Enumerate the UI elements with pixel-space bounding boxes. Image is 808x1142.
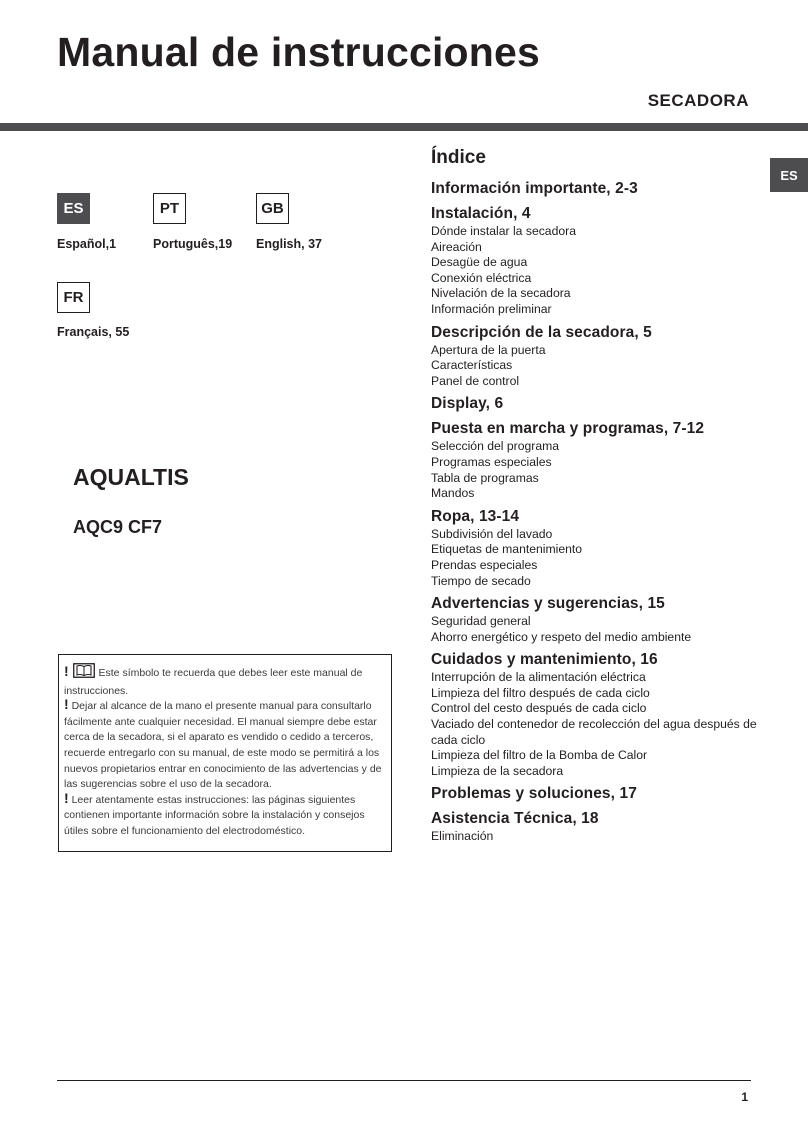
toc-item[interactable]: Etiquetas de mantenimiento (431, 542, 583, 557)
language-pt[interactable] (153, 193, 186, 224)
toc-section (431, 203, 771, 318)
toc-section (431, 649, 771, 779)
toc-item[interactable]: Desagüe de agua (431, 255, 528, 270)
footer-rule (57, 1080, 751, 1081)
toc-item[interactable]: Tiempo de secado (431, 573, 531, 588)
toc-section (431, 178, 771, 199)
toc-heading[interactable]: Instalación, 4 (431, 205, 531, 222)
toc-heading[interactable]: Información importante, 2-3 (431, 180, 638, 197)
header-rule (0, 123, 808, 131)
toc-heading[interactable]: Ropa, 13-14 (431, 507, 520, 525)
toc-heading[interactable]: Cuidados y mantenimiento, 16 (431, 651, 658, 669)
toc-heading[interactable]: Advertencias y sugerencias, 15 (431, 595, 665, 613)
language-code-box: ES (57, 193, 90, 224)
language-label-gb[interactable]: English, 37 (256, 237, 322, 251)
document-subtitle: SECADORA (647, 91, 749, 110)
toc-item[interactable]: Limpieza del filtro después de cada ciclo (431, 685, 650, 700)
toc-item[interactable]: Conexión eléctrica (431, 270, 532, 285)
toc-item[interactable]: Selección del programa (431, 439, 560, 454)
notice-paragraph-3 (64, 789, 386, 840)
toc-item[interactable]: Información preliminar (431, 301, 552, 316)
notice-text-1: Este símbolo te recuerda que debes leer este manual de instrucciones. (64, 667, 363, 697)
language-label-es[interactable]: Español,1 (57, 237, 117, 251)
exclamation-mark: ! (64, 789, 69, 806)
page-title: Manual de instrucciones (57, 29, 541, 75)
notice-box (58, 654, 392, 852)
toc-heading[interactable]: Descripción de la secadora, 5 (431, 323, 652, 341)
toc-item[interactable]: Prendas especiales (431, 557, 538, 572)
toc-item[interactable]: Características (431, 358, 513, 373)
toc-item[interactable]: Interrupción de la alimentación eléctrica (431, 670, 646, 685)
page-number: 1 (741, 1090, 748, 1104)
toc-heading[interactable]: Asistencia Técnica, 18 (431, 810, 599, 828)
toc-section (431, 506, 771, 589)
notice-paragraph-2 (64, 696, 386, 793)
toc-item[interactable]: Dónde instalar la secadora (431, 224, 576, 238)
toc-item[interactable]: Limpieza del filtro de la Bomba de Calor (431, 748, 648, 763)
toc-section (431, 808, 771, 845)
exclamation-mark: ! (64, 696, 69, 713)
toc-item[interactable]: Tabla de programas (431, 470, 539, 485)
toc-item[interactable]: Limpieza de la secadora (431, 763, 564, 778)
toc-item[interactable]: Eliminación (431, 829, 494, 844)
language-fr[interactable] (57, 282, 90, 313)
language-code-box: GB (256, 193, 289, 224)
language-label-pt[interactable]: Português,19 (153, 237, 233, 251)
toc-item[interactable]: Seguridad general (431, 614, 531, 629)
language-code-box: PT (153, 193, 186, 224)
toc-section (431, 593, 771, 645)
toc-heading[interactable]: Problemas y soluciones, 17 (431, 785, 637, 803)
language-side-tab: ES (770, 158, 808, 192)
language-es[interactable] (57, 193, 90, 224)
toc-item[interactable]: Apertura de la puerta (431, 342, 546, 357)
toc-section (431, 393, 771, 414)
toc-item[interactable]: Nivelación de la secadora (431, 286, 571, 301)
toc-item[interactable]: Ahorro energético y respeto del medio ambiente (431, 629, 692, 644)
toc-section (431, 783, 771, 804)
toc-item[interactable]: Panel de control (431, 373, 520, 388)
product-brand: AQUALTIS (73, 464, 189, 490)
exclamation-mark: ! (64, 663, 69, 679)
notice-text-2: Dejar al alcance de la mano el presente manual para consultarlo fácilmente ante cualquier necesidad. El manual siempre debe estar cerca de la secadora, si el aparato es vendido o cedido a terceros, recuerde entregarlo con su manual, de este modo se permitirá a los nuevos propietarios entrar en conocimiento de las advertencias y de las sugerencias sobre el uso de la secadora. (64, 700, 382, 791)
language-code-box: FR (57, 282, 90, 313)
language-label-fr[interactable]: Français, 55 (57, 325, 130, 339)
toc-item[interactable]: Control del cesto después de cada ciclo (431, 701, 647, 716)
product-model: AQC9 CF7 (73, 517, 163, 537)
toc-heading[interactable]: Display, 6 (431, 395, 504, 413)
language-gb[interactable] (256, 193, 289, 224)
toc-item[interactable]: Vaciado del contenedor de recolección del agua después de cada ciclo (431, 717, 757, 747)
notice-paragraph-1 (64, 663, 386, 699)
toc-heading[interactable]: Puesta en marcha y programas, 7-12 (431, 420, 705, 438)
toc-title: Índice (431, 147, 486, 168)
toc-item[interactable]: Aireación (431, 239, 482, 254)
toc-section (431, 322, 771, 390)
toc-section (431, 418, 771, 501)
table-of-contents (431, 145, 771, 849)
book-icon (73, 663, 95, 684)
toc-item[interactable]: Subdivisión del lavado (431, 526, 553, 541)
toc-item[interactable]: Programas especiales (431, 454, 552, 469)
toc-item[interactable]: Mandos (431, 486, 475, 501)
notice-text-3: Leer atentamente estas instrucciones: las páginas siguientes contienen importante información sobre la instalación y consejos útiles sobre el funcionamiento del electrodoméstico. (64, 793, 365, 837)
